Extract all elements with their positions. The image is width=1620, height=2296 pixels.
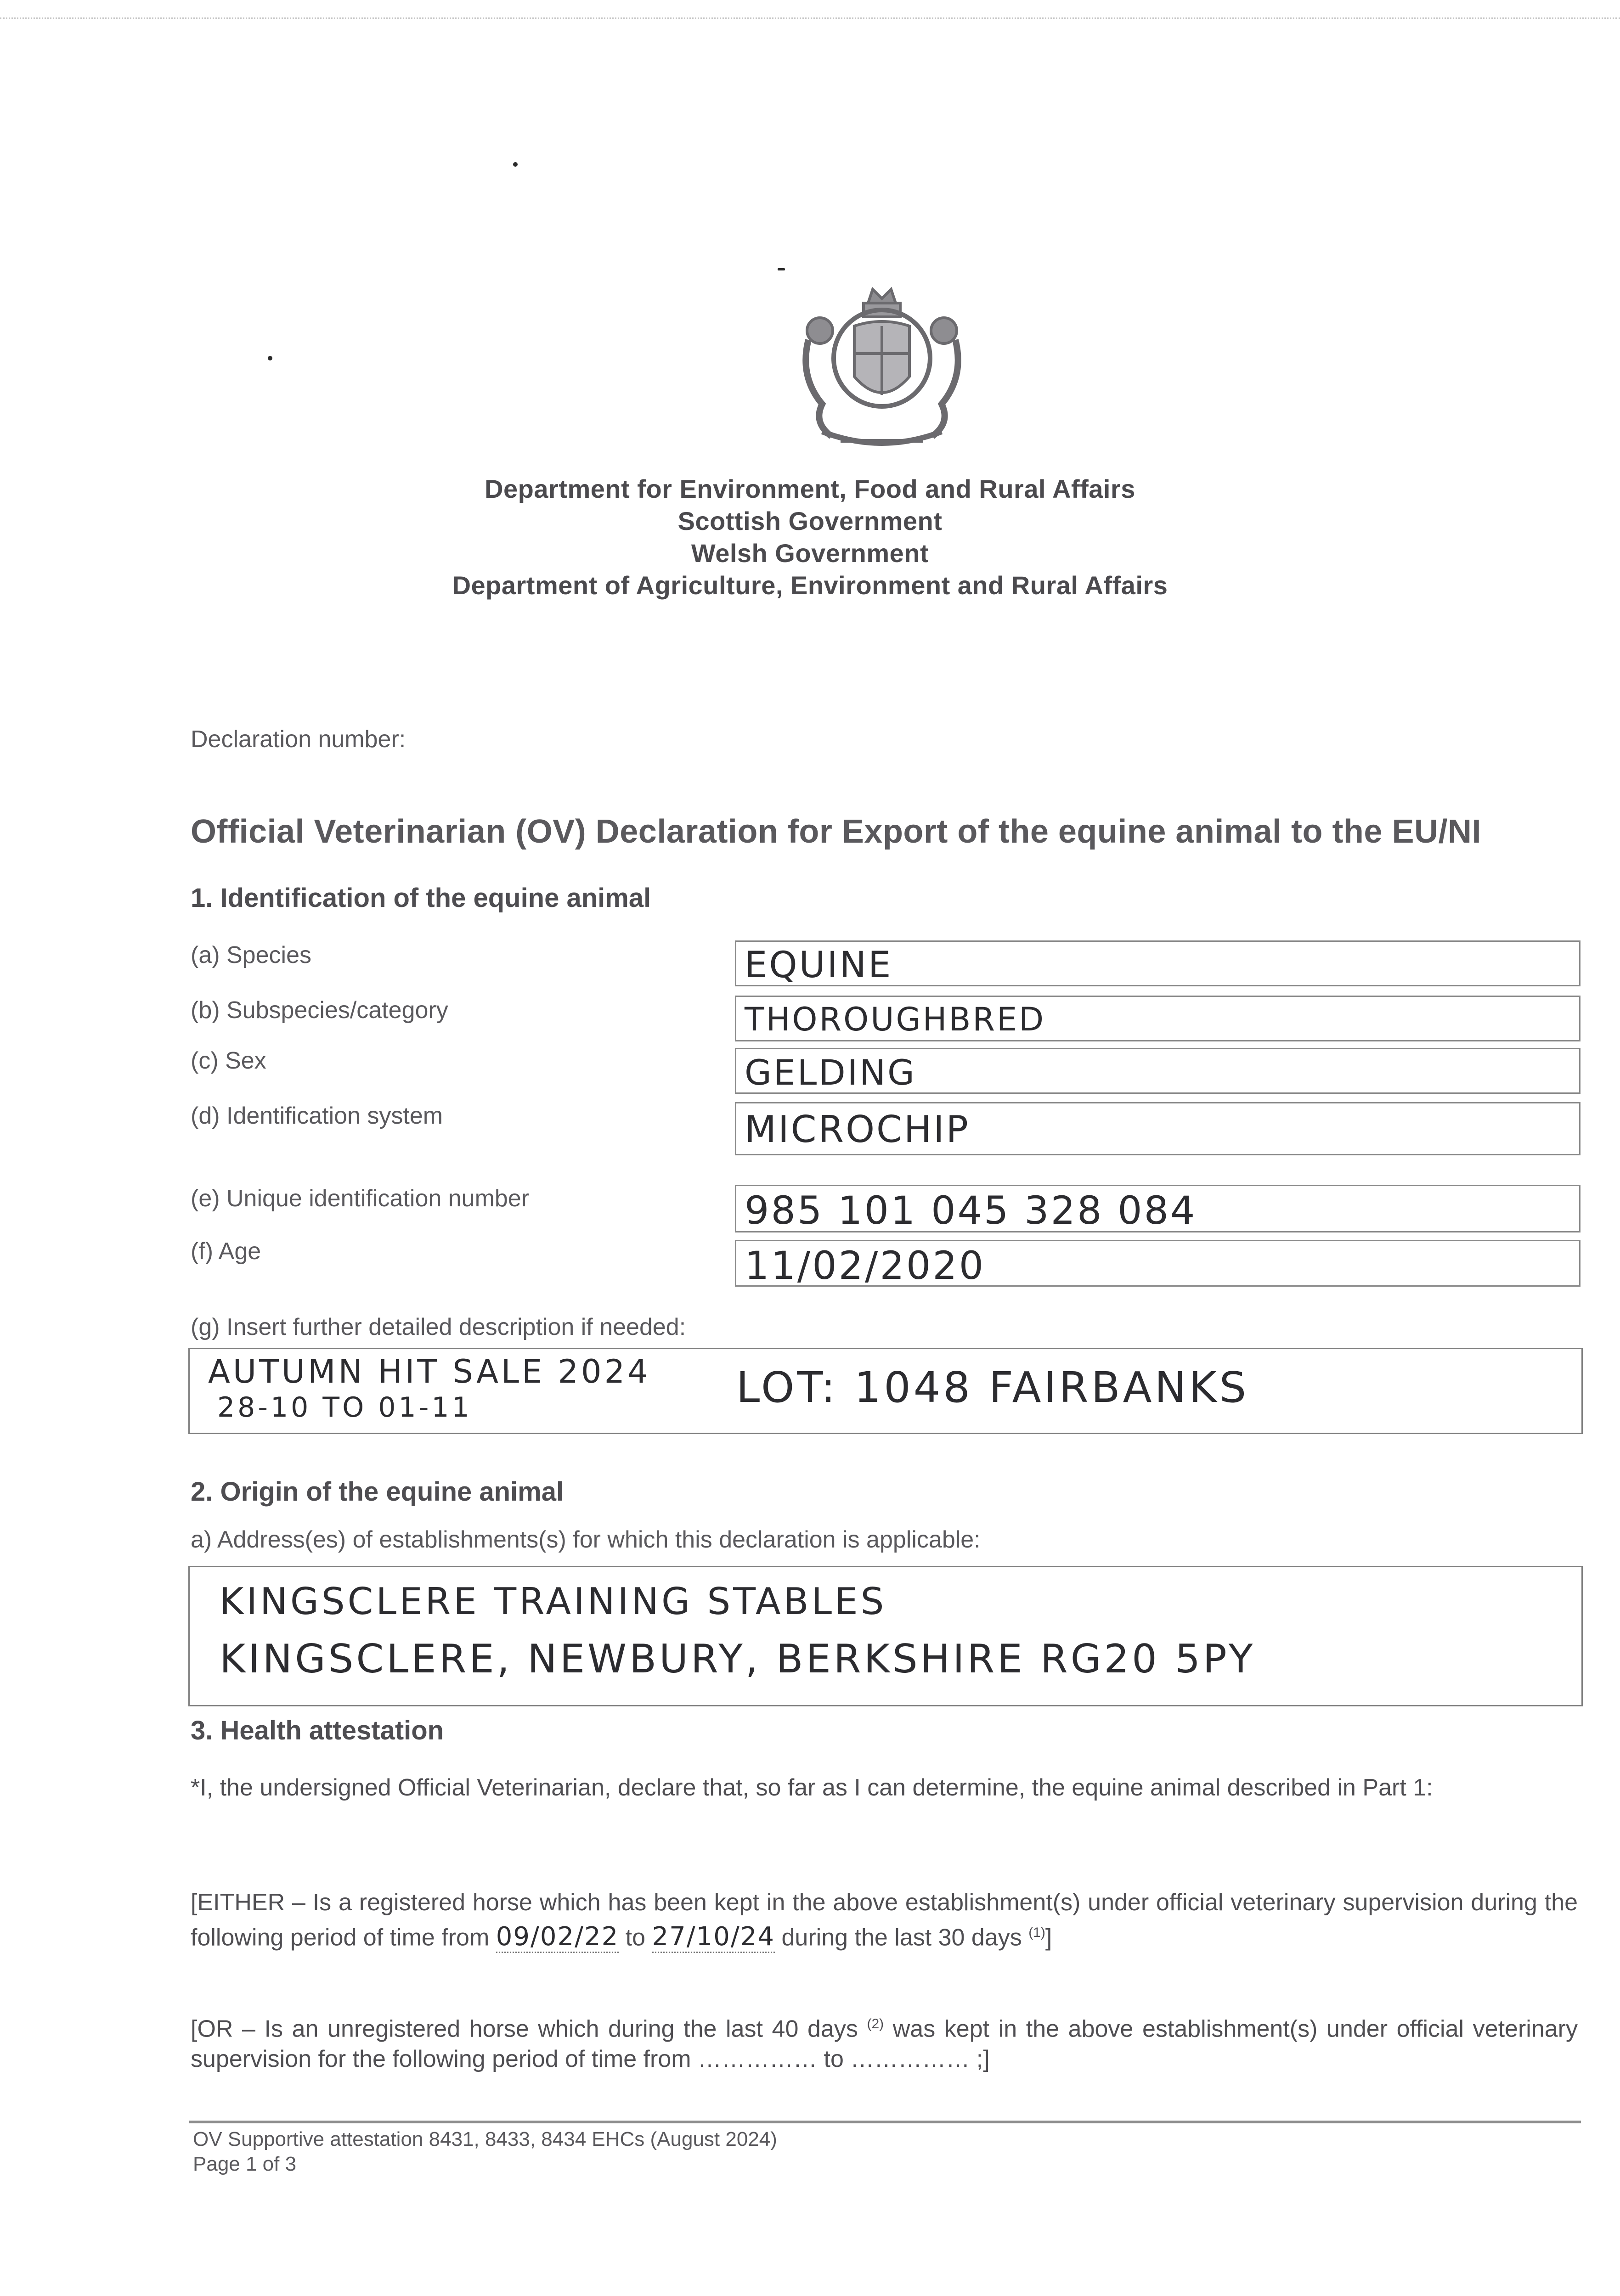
identification-system-label: (d) Identification system <box>191 1103 443 1129</box>
subspecies-label: (b) Subspecies/category <box>191 997 448 1024</box>
either-clause <box>191 1887 1578 1953</box>
document-title: Official Veterinarian (OV) Declaration for Export of the equine animal to the EU/NI <box>191 813 1481 850</box>
either-text-2: during the last 30 days <box>781 1924 1022 1951</box>
or-text-2: was kept in the above establishment(s) under official veterinary supervision for the following period of time from …………… to …………… ;] <box>191 2015 1578 2073</box>
royal-coat-of-arms-emblem <box>781 285 983 459</box>
department-line-3: Welsh Government <box>691 539 929 568</box>
or-clause <box>191 2009 1578 2074</box>
address-line-1: KINGSCLERE TRAINING STABLES <box>220 1580 887 1623</box>
sex-label: (c) Sex <box>191 1047 266 1074</box>
either-footnote-ref: (1) <box>1028 1925 1045 1940</box>
department-line-4: Department of Agriculture, Environment and Rural Affairs <box>452 571 1168 600</box>
either-close: ] <box>1045 1924 1052 1951</box>
department-line-2: Scottish Government <box>677 506 943 535</box>
scan-speck <box>513 162 518 167</box>
age-value: 11/02/2020 <box>745 1243 986 1288</box>
species-value: EQUINE <box>745 945 893 986</box>
or-footnote-ref: (2) <box>867 2016 884 2032</box>
top-scan-rule <box>0 17 1620 19</box>
department-line-1: Department for Environment, Food and Rural Affairs <box>485 474 1135 503</box>
either-to-word: to <box>625 1924 646 1951</box>
section-1-heading: 1. Identification of the equine animal <box>191 883 651 913</box>
subspecies-value: THOROUGHBRED <box>745 1001 1046 1038</box>
section-2-heading: 2. Origin of the equine animal <box>191 1477 564 1507</box>
health-attestation-intro: *I, the undersigned Official Veterinarian, declare that, so far as I can determine, the equine animal described in Part 1: <box>191 1774 1433 1801</box>
establishment-address-box[interactable] <box>188 1566 1583 1706</box>
establishment-address-label: a) Address(es) of establishments(s) for which this declaration is applicable: <box>191 1526 981 1553</box>
either-text-1: [EITHER – Is a registered horse which has been kept in the above establishment(s) under official veterinary supervision during the following period of time from <box>191 1889 1578 1951</box>
species-label: (a) Species <box>191 942 311 968</box>
sex-field[interactable] <box>735 1048 1580 1094</box>
footer-attestation-reference: OV Supportive attestation 8431, 8433, 8434 EHCs (August 2024) <box>193 2128 777 2150</box>
scan-speck <box>268 356 272 360</box>
or-text-1: [OR – Is an unregistered horse which during the last 40 days <box>191 2015 858 2043</box>
address-line-2: KINGSCLERE, NEWBURY, BERKSHIRE RG20 5PY <box>220 1636 1256 1682</box>
description-lot: LOT: 1048 FAIRBANKS <box>736 1363 1249 1412</box>
identification-system-value: MICROCHIP <box>745 1108 970 1151</box>
unique-id-label: (e) Unique identification number <box>191 1185 530 1212</box>
further-description-box[interactable] <box>188 1348 1583 1434</box>
section-3-heading: 3. Health attestation <box>191 1716 444 1745</box>
unique-id-value: 985 101 045 328 084 <box>745 1188 1197 1233</box>
scan-speck <box>778 268 785 270</box>
either-from-date[interactable]: 09/02/22 <box>496 1922 619 1953</box>
further-description-label: (g) Insert further detailed description if needed: <box>191 1314 686 1340</box>
footer-rule <box>189 2121 1581 2123</box>
declaration-number-label: Declaration number: <box>191 726 406 753</box>
unique-id-field[interactable] <box>735 1185 1580 1232</box>
age-label: (f) Age <box>191 1238 261 1265</box>
age-field[interactable] <box>735 1240 1580 1287</box>
footer <box>193 2127 777 2177</box>
description-line-2: 28-10 TO 01-11 <box>217 1391 472 1424</box>
footer-page-number: Page 1 of 3 <box>193 2153 297 2175</box>
species-field[interactable] <box>735 940 1580 986</box>
either-to-date[interactable]: 27/10/24 <box>652 1922 775 1953</box>
sex-value: GELDING <box>745 1052 916 1093</box>
identification-system-field[interactable] <box>735 1102 1580 1155</box>
subspecies-field[interactable] <box>735 996 1580 1041</box>
description-line-1: AUTUMN HIT SALE 2024 <box>208 1353 651 1390</box>
